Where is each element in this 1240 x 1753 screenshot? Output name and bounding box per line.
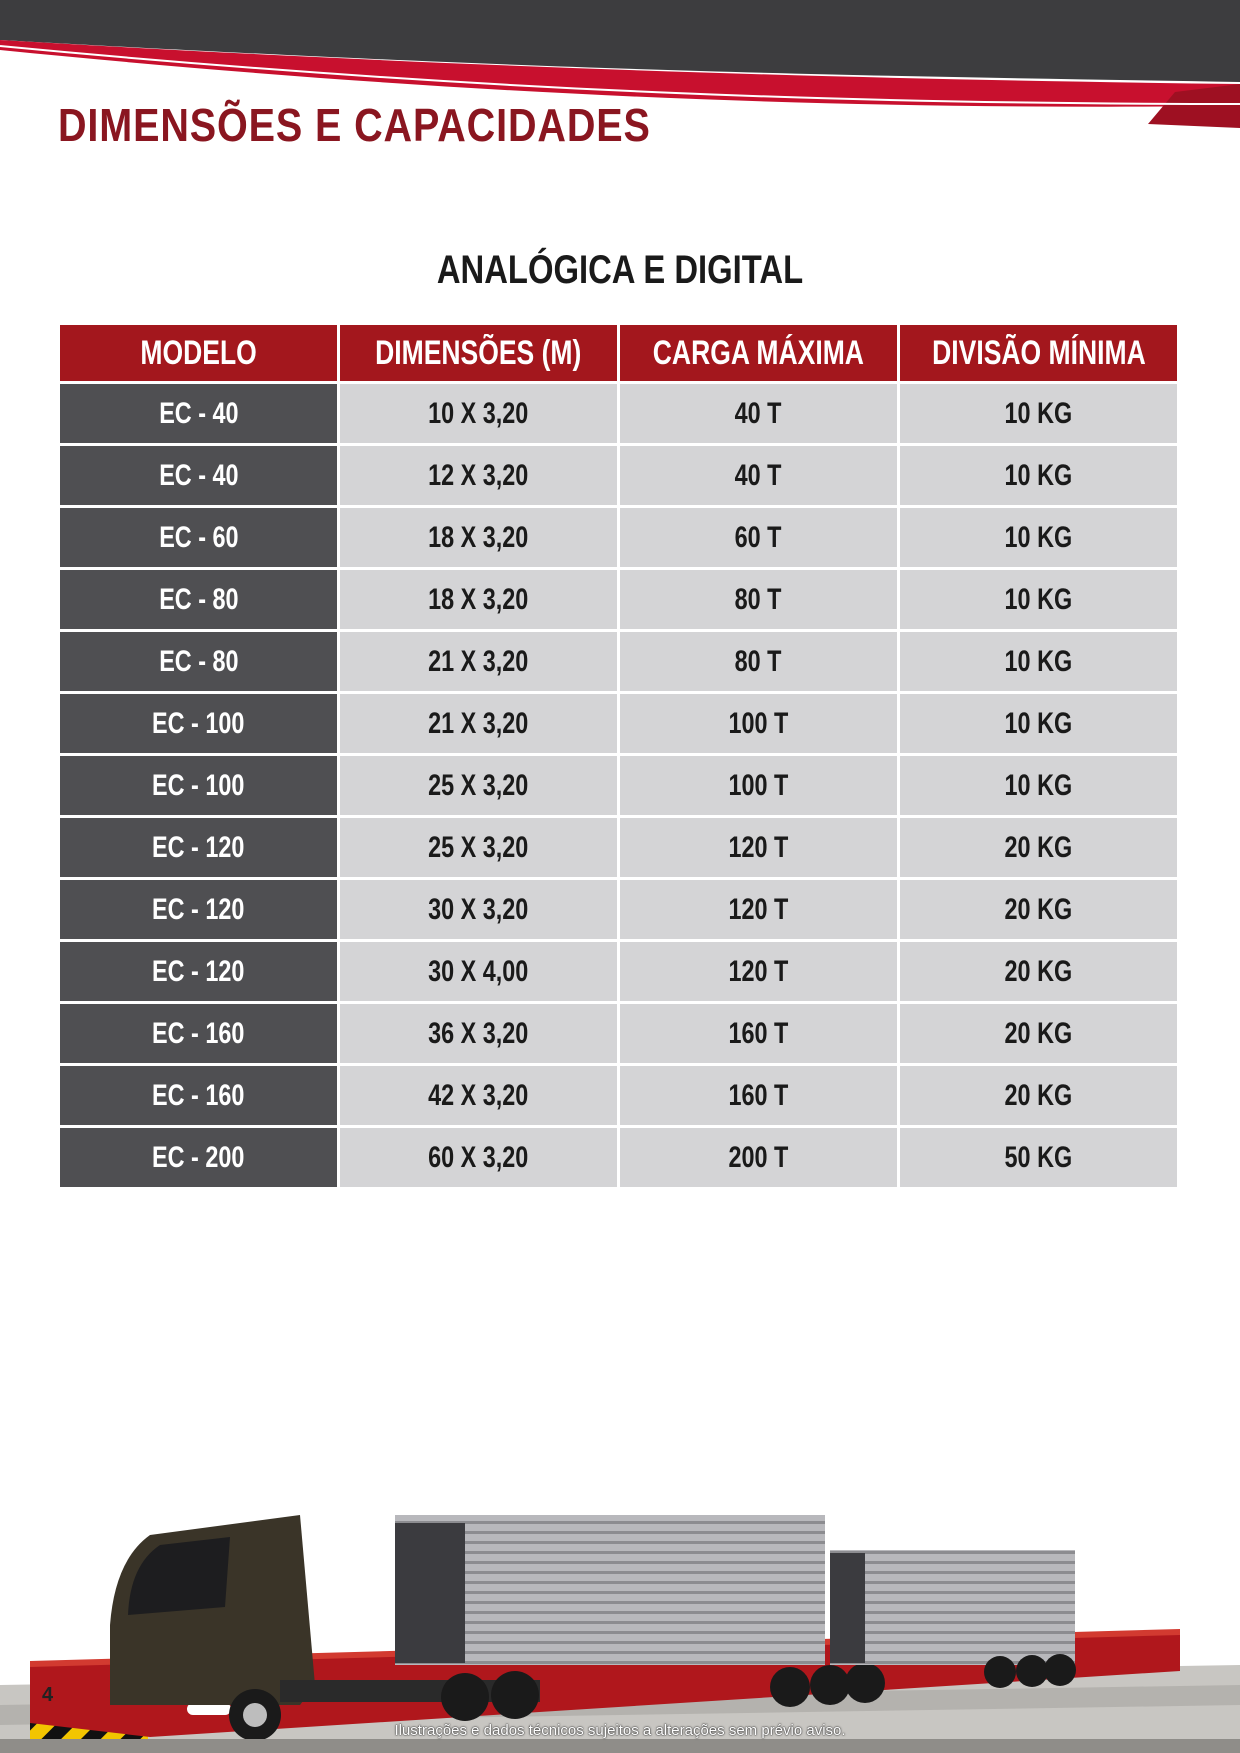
cell-dimensoes: 60 X 3,20 [340,1128,617,1187]
header-dimensoes-label: DIMENSÕES (M) [375,333,582,372]
cell-divisao: 10 KG [900,756,1177,815]
header-carga-label: CARGA MÁXIMA [652,333,865,372]
table-header-row [60,325,1177,381]
cell-carga: 40 T [620,446,897,505]
cell-carga: 100 T [620,756,897,815]
banner-dark-band [0,0,1240,82]
table-row [60,1066,1177,1125]
cell-modelo: EC - 200 [60,1128,337,1187]
disclaimer-text: Ilustrações e dados técnicos sujeitos a alterações sem prévio aviso. [394,1722,846,1739]
truck-wheel [441,1673,489,1721]
cell-divisao: 10 KG [900,446,1177,505]
cell-modelo: EC - 100 [60,694,337,753]
page-number: 4 [42,1684,54,1706]
cell-divisao: 20 KG [900,818,1177,877]
cell-divisao: 50 KG [900,1128,1177,1187]
cell-carga: 120 T [620,942,897,1001]
cell-dimensoes: 12 X 3,20 [340,446,617,505]
table-row [60,446,1177,505]
cell-carga: 160 T [620,1004,897,1063]
cell-dimensoes: 36 X 3,20 [340,1004,617,1063]
table-row [60,880,1177,939]
cell-carga: 120 T [620,818,897,877]
header-dimensoes [340,325,617,381]
cell-modelo: EC - 160 [60,1066,337,1125]
cell-modelo: EC - 60 [60,508,337,567]
table-row [60,384,1177,443]
table-row [60,508,1177,567]
cell-divisao: 10 KG [900,694,1177,753]
cell-modelo: EC - 80 [60,570,337,629]
truck-wheel [491,1671,539,1719]
cell-divisao: 10 KG [900,570,1177,629]
cell-carga: 60 T [620,508,897,567]
cell-carga: 160 T [620,1066,897,1125]
cell-divisao: 20 KG [900,880,1177,939]
cell-divisao: 10 KG [900,632,1177,691]
trailer-2-body [830,1550,1075,1665]
cell-carga: 40 T [620,384,897,443]
cell-modelo: EC - 80 [60,632,337,691]
table-row [60,1004,1177,1063]
cell-modelo: EC - 120 [60,942,337,1001]
trailer-1-front [395,1523,465,1663]
cell-carga: 200 T [620,1128,897,1187]
table-row [60,694,1177,753]
cell-modelo: EC - 120 [60,880,337,939]
section-title: ANALÓGICA E DIGITAL [436,248,804,292]
cell-modelo: EC - 120 [60,818,337,877]
cell-divisao: 20 KG [900,1066,1177,1125]
cell-divisao: 20 KG [900,1004,1177,1063]
trailer-wheel [810,1665,850,1705]
specifications-table [57,322,1180,1190]
trailer-wheel [770,1667,810,1707]
trailer-wheel [1016,1655,1048,1687]
cell-divisao: 20 KG [900,942,1177,1001]
header-divisao-label: DIVISÃO MÍNIMA [931,333,1146,372]
cell-modelo: EC - 160 [60,1004,337,1063]
table-row [60,1128,1177,1187]
table-row [60,756,1177,815]
cell-dimensoes: 25 X 3,20 [340,756,617,815]
table-row [60,570,1177,629]
cell-carga: 80 T [620,570,897,629]
cell-dimensoes: 21 X 3,20 [340,694,617,753]
footer-strip [0,1739,1240,1753]
trailer-wheel [845,1663,885,1703]
trailer-2-front [830,1553,865,1663]
cell-dimensoes: 21 X 3,20 [340,632,617,691]
cell-dimensoes: 42 X 3,20 [340,1066,617,1125]
cell-divisao: 10 KG [900,508,1177,567]
cell-carga: 80 T [620,632,897,691]
header-divisao [900,325,1177,381]
cell-modelo: EC - 40 [60,384,337,443]
table-row [60,632,1177,691]
cell-modelo: EC - 40 [60,446,337,505]
cell-dimensoes: 30 X 4,00 [340,942,617,1001]
table-row [60,818,1177,877]
cell-carga: 100 T [620,694,897,753]
cell-dimensoes: 25 X 3,20 [340,818,617,877]
header-carga [620,325,897,381]
page-title: DIMENSÕES E CAPACIDADES [58,99,651,151]
cell-dimensoes: 18 X 3,20 [340,570,617,629]
trailer-wheel [984,1656,1016,1688]
table-row [60,942,1177,1001]
truck-on-scale-illustration [0,1325,1240,1753]
cell-divisao: 10 KG [900,384,1177,443]
header-modelo-label: MODELO [140,333,257,372]
header-modelo [60,325,337,381]
cell-dimensoes: 30 X 3,20 [340,880,617,939]
cell-dimensoes: 10 X 3,20 [340,384,617,443]
trailer-wheel [1044,1654,1076,1686]
cell-modelo: EC - 100 [60,756,337,815]
cell-carga: 120 T [620,880,897,939]
cell-dimensoes: 18 X 3,20 [340,508,617,567]
